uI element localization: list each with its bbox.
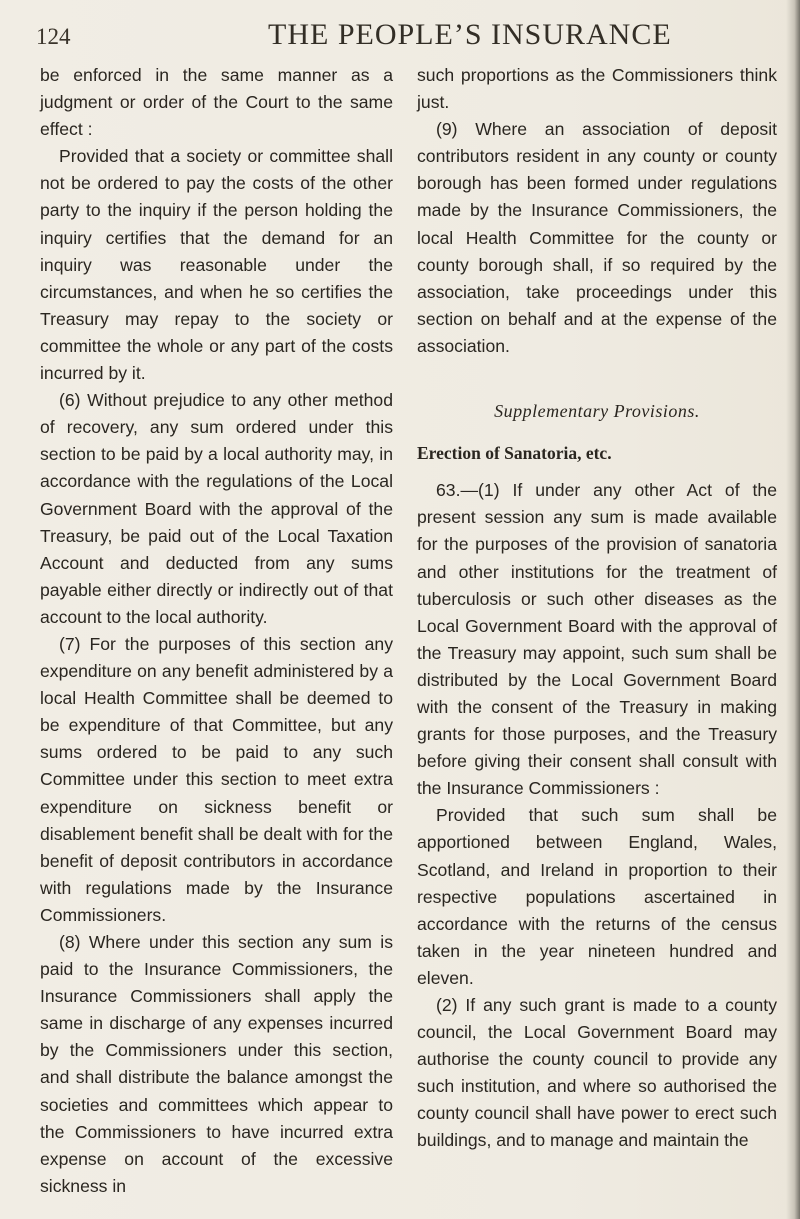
- paragraph: (6) Without prejudice to any other method of recovery, any sum ordered under this section to be paid by a local authority may, in accordance with the regulations of the Local Government Board with the approval of the Treasury, be paid out of the Local Taxation Account and deducted from any sums payable either directly or indirectly out of that account to the local authority.: [40, 390, 393, 627]
- paragraph: (9) Where an association of deposit contributors resident in any county or county borough has been formed under regulations made by the Insurance Commissioners, the local Health Committee for the county or county borough shall, if so required by the association, take proceedings under this section on behalf and at the expense of the association.: [417, 119, 777, 356]
- right-column: [417, 62, 777, 1155]
- paragraph: Provided that such sum shall be apportioned between England, Wales, Scotland, and Ireland in proportion to their respective populations ascertained in accordance with the returns of the census taken in the year nineteen hundred and eleven.: [417, 805, 777, 988]
- paragraph: (8) Where under this section any sum is paid to the Insurance Commissioners, the Insurance Commissioners shall apply the same in discharge of any expenses incurred by the Commissioners under this section, and shall distribute the balance amongst the societies and committees which appear to the Commissioners to have incurred extra expense on account of the excessive sickness in: [40, 932, 393, 1196]
- subheading: Erection of Sanatoria, etc.: [417, 443, 612, 464]
- page-edge-shadow: [786, 0, 800, 1219]
- paragraph: (2) If any such grant is made to a county council, the Local Government Board may authorise the county council to provide any such institution, and where so authorised the county council shall have power to erect such buildings, and to manage and maintain the: [417, 995, 777, 1151]
- paragraph: such proportions as the Commissioners think just.: [417, 65, 777, 113]
- paragraph: be enforced in the same manner as a judgment or order of the Court to the same effect :: [40, 65, 393, 140]
- running-title: THE PEOPLE’S INSURANCE: [268, 18, 672, 51]
- left-column: [40, 62, 393, 1200]
- paragraph: Provided that a society or committee shall not be ordered to pay the costs of the other party to the inquiry if the person holding the inquiry certifies that the demand for an inquiry was reasonable under the circumstances, and when he so certifies the Treasury may repay to the society or committee the whole or any part of the costs incurred by it.: [40, 146, 393, 384]
- page-header: [36, 18, 776, 58]
- paragraph: 63.—(1) If under any other Act of the present session any sum is made available for the purposes of the provision of sanatoria and other institutions for the treatment of tuberculosis or such other diseases as the Local Government Board with the approval of the Treasury may appoint, such sum shall be distributed by the Local Government Board with the consent of the Treasury in making grants for those purposes, and the Treasury before giving their consent shall consult with the Insurance Commissioners :: [417, 480, 777, 799]
- section-heading: Supplementary Provisions.: [494, 401, 700, 422]
- paragraph: (7) For the purposes of this section any expenditure on any benefit administered by a local Health Committee shall be deemed to be expenditure of that Committee, but any sums ordered to be paid to any such Committee under this section to meet extra expenditure on sickness benefit or disablement benefit shall be dealt with for the benefit of deposit contributors in accordance with regulations made by the Insurance Commissioners.: [40, 633, 393, 925]
- page-number: 124: [36, 24, 71, 49]
